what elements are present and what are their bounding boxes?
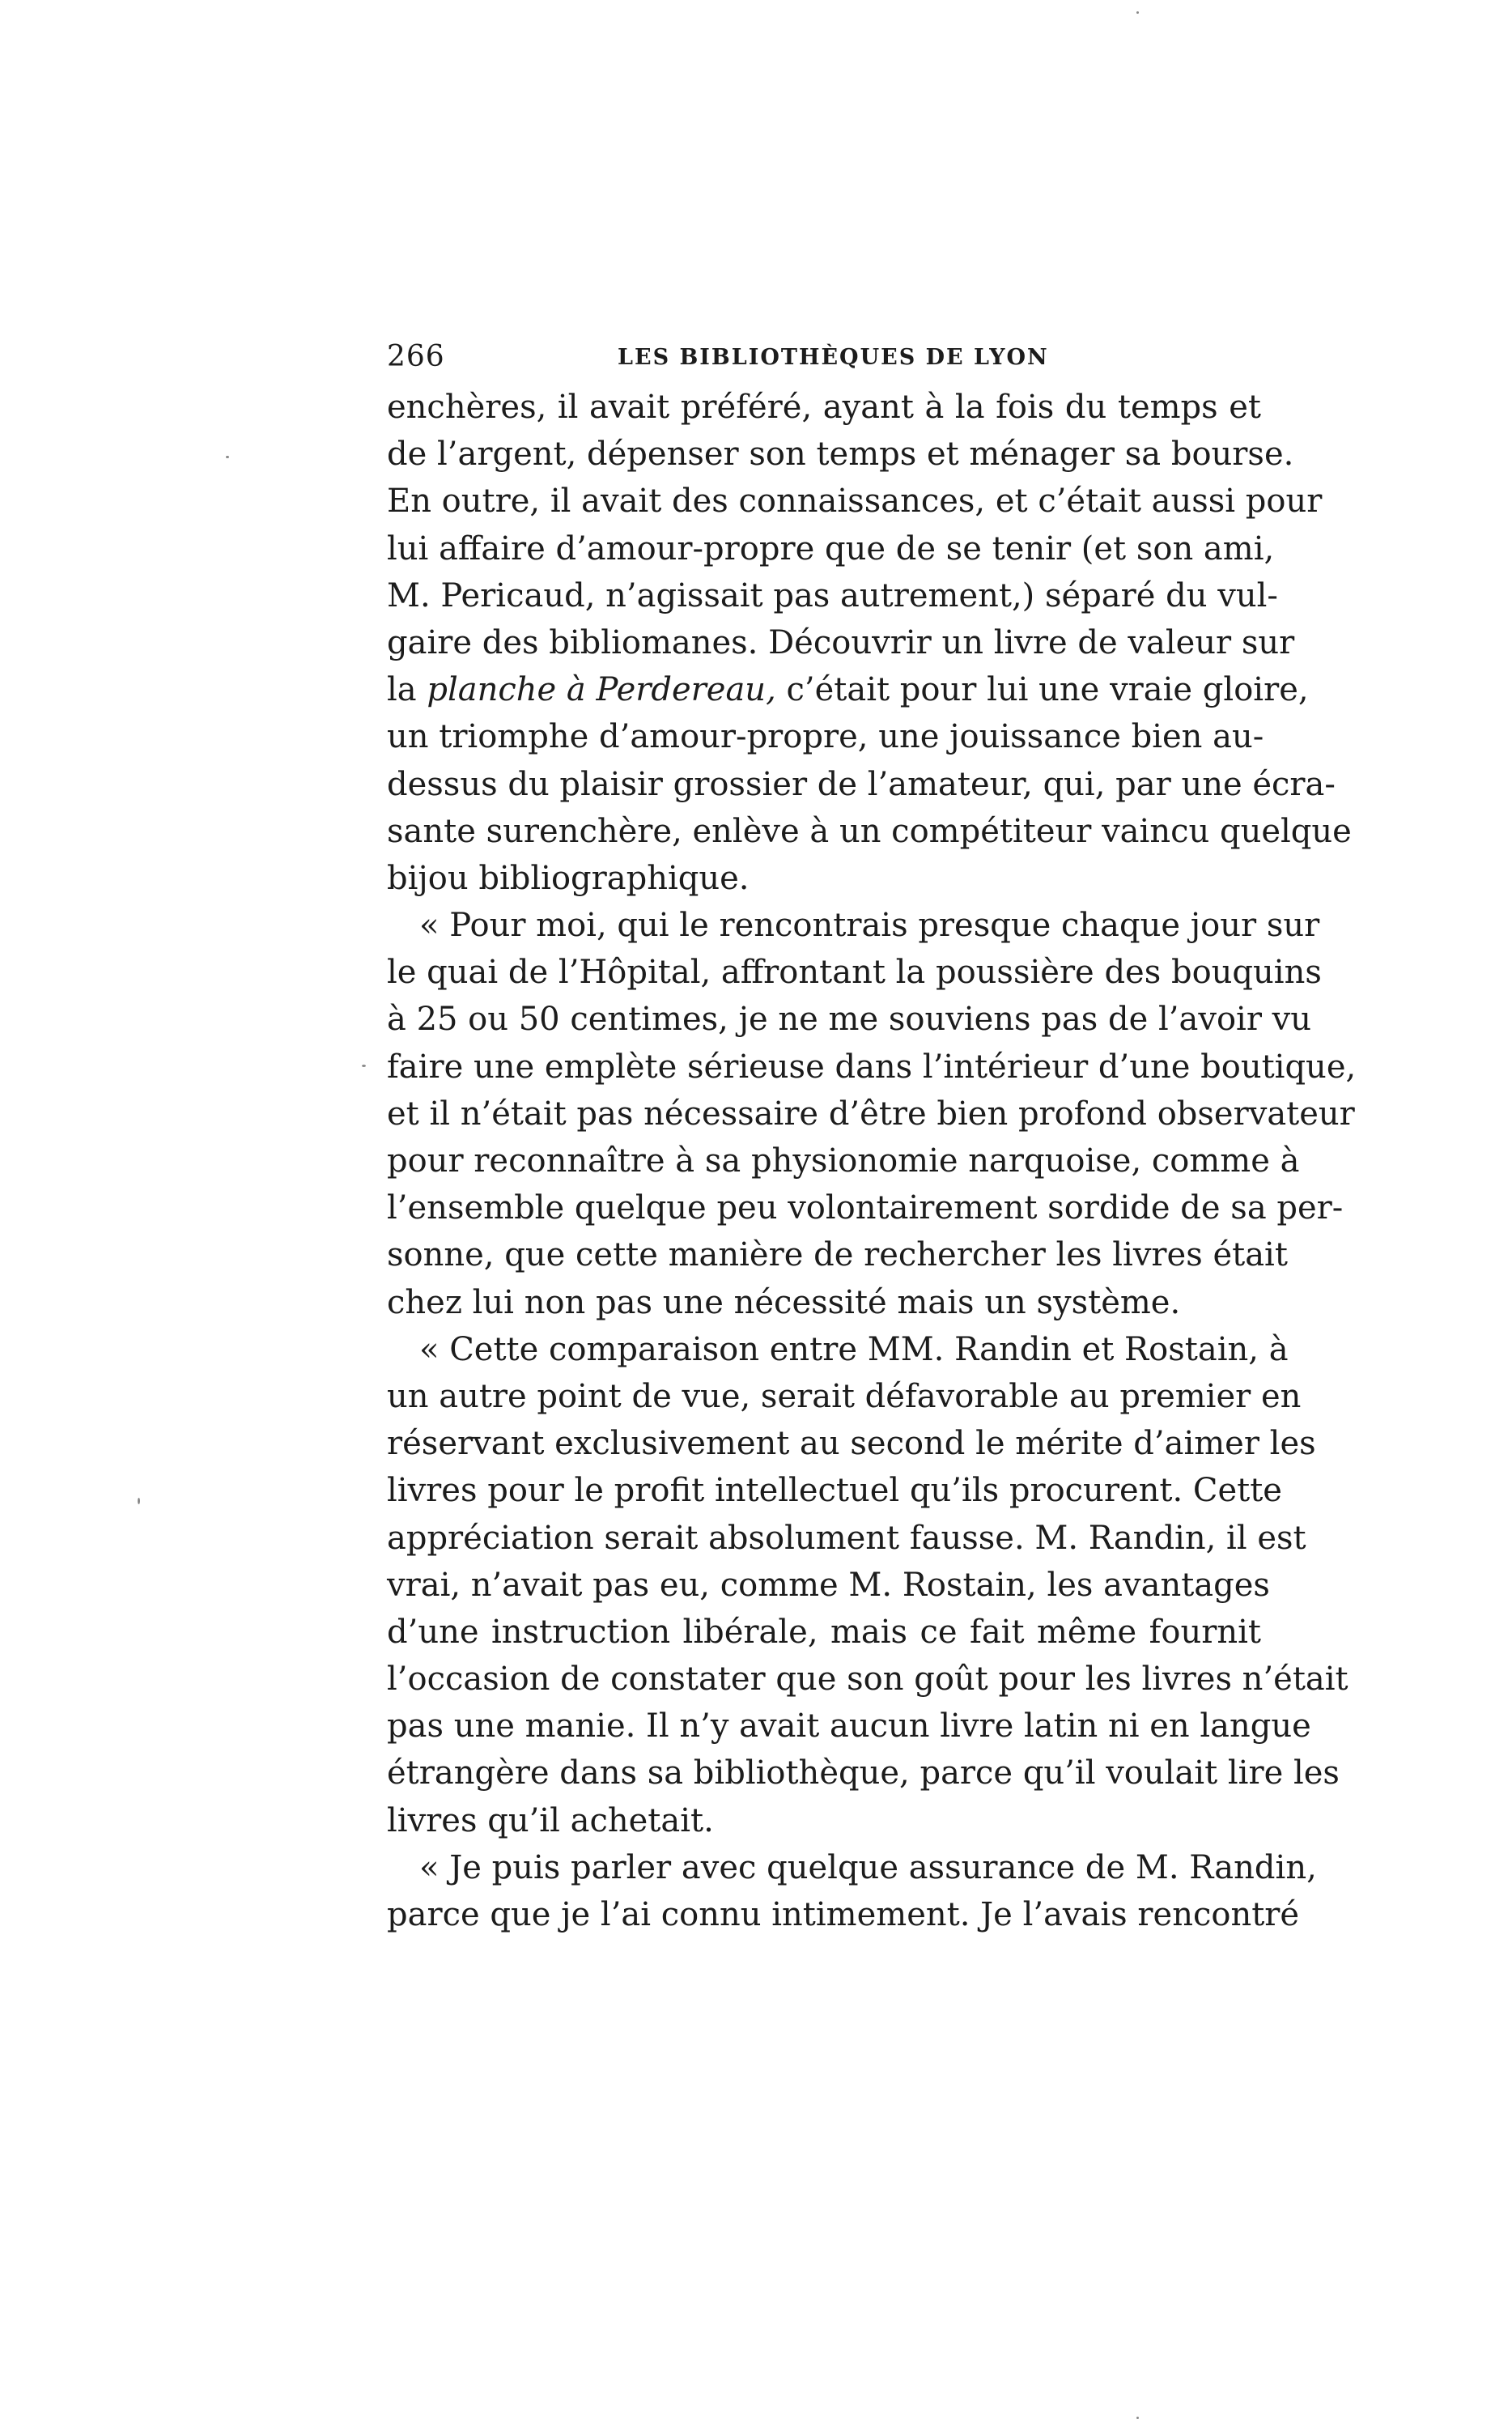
text-line: En outre, il avait des connaissances, et c’était aussi pour xyxy=(387,483,1323,521)
body-text xyxy=(387,384,1357,1938)
scan-speck xyxy=(1136,2417,1139,2419)
text-line: l’occasion de constater que son goût pour les livres n’était xyxy=(387,1660,1348,1699)
paragraph-start-line: « Cette comparaison entre MM. Randin et Rostain, à xyxy=(419,1330,1289,1368)
page-header xyxy=(387,332,1261,381)
scan-speck xyxy=(1136,11,1139,14)
paragraph-start-line: « Pour moi, qui le rencontrais presque chaque jour sur xyxy=(419,907,1320,945)
text-line: faire une emplète sérieuse dans l’intérieur d’une boutique, xyxy=(387,1048,1357,1086)
text-line: livres qu’il achetait. xyxy=(387,1801,714,1839)
page-number: 266 xyxy=(387,340,445,373)
text-line: sonne, que cette manière de rechercher les livres était xyxy=(387,1236,1288,1274)
text-line: parce que je l’ai connu intimement. Je l’avais rencontré xyxy=(387,1896,1300,1933)
text-segment: la xyxy=(387,671,427,709)
scan-speck xyxy=(362,1065,366,1067)
text-line-with-italic xyxy=(387,666,1309,713)
scan-speck xyxy=(226,456,229,458)
text-line: pour reconnaître à sa physionomie narquoise, comme à xyxy=(387,1142,1300,1180)
text-line: l’ensemble quelque peu volontairement sordide de sa per- xyxy=(387,1189,1344,1227)
text-line: gaire des bibliomanes. Découvrir un livre de valeur sur xyxy=(387,623,1295,661)
text-line: pas une manie. Il n’y avait aucun livre latin ni en langue xyxy=(387,1707,1311,1746)
text-segment: c’était pour lui une vraie gloire, xyxy=(775,671,1309,709)
italic-title: planche à Perdereau, xyxy=(427,671,776,709)
text-line: d’une instruction libérale, mais ce fait même fournit xyxy=(387,1613,1261,1651)
paragraph-start-line: « Je puis parler avec quelque assurance de M. Randin, xyxy=(419,1848,1317,1886)
text-line: lui affaire d’amour-propre que de se tenir (et son ami, xyxy=(387,529,1275,568)
text-line: dessus du plaisir grossier de l’amateur, qui, par une écra- xyxy=(387,765,1336,803)
text-line: M. Pericaud, n’agissait pas autrement,) séparé du vul- xyxy=(387,576,1278,614)
text-line: et il n’était pas nécessaire d’être bien profond observateur xyxy=(387,1095,1355,1133)
text-line: un autre point de vue, serait défavorable au premier en xyxy=(387,1377,1302,1415)
text-line: étrangère dans sa bibliothèque, parce qu’il voulait lire les xyxy=(387,1754,1340,1792)
text-line: le quai de l’Hôpital, affrontant la poussière des bouquins xyxy=(387,954,1322,992)
text-line: vrai, n’avait pas eu, comme M. Rostain, les avantages xyxy=(387,1566,1270,1604)
text-line: enchères, il avait préféré, ayant à la fois du temps et xyxy=(387,389,1261,426)
text-line: réservant exclusivement au second le mérite d’aimer les xyxy=(387,1425,1316,1463)
text-line: bijou bibliographique. xyxy=(387,859,750,897)
scan-speck xyxy=(138,1498,140,1504)
text-line: à 25 ou 50 centimes, je ne me souviens pas de l’avoir vu xyxy=(387,1001,1312,1039)
text-line: un triomphe d’amour-propre, une jouissance bien au- xyxy=(387,718,1264,756)
text-line: livres pour le profit intellectuel qu’ils procurent. Cette xyxy=(387,1472,1282,1510)
running-head: LES BIBLIOTHÈQUES DE LYON xyxy=(618,345,1049,370)
text-line: de l’argent, dépenser son temps et ménager sa bourse. xyxy=(387,436,1294,474)
text-line: sante surenchère, enlève à un compétiteur vaincu quelque xyxy=(387,812,1352,850)
text-line: appréciation serait absolument fausse. M. Randin, il est xyxy=(387,1519,1306,1557)
text-line: chez lui non pas une nécessité mais un système. xyxy=(387,1283,1181,1321)
